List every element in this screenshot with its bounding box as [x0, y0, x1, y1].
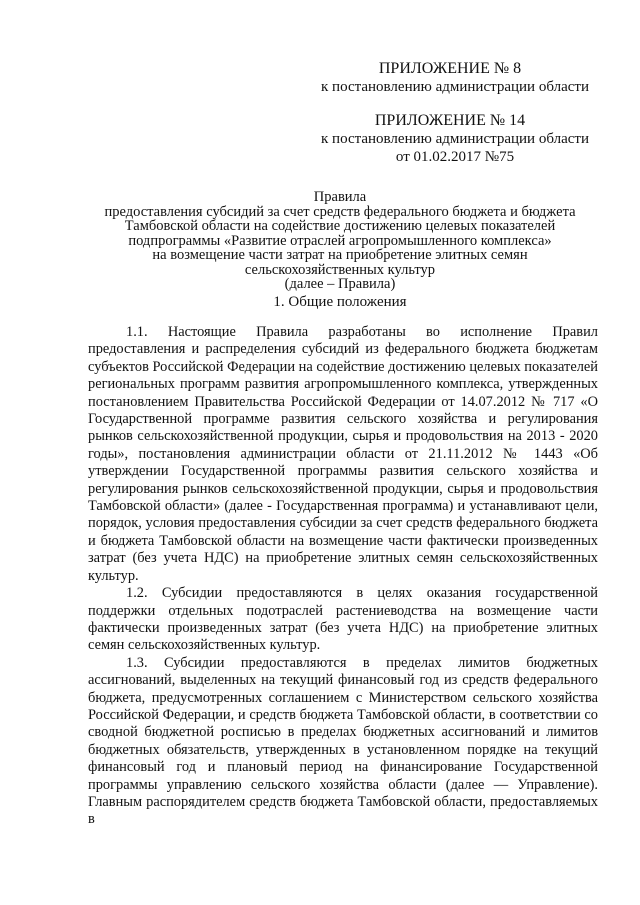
title-line-7: (далее – Правила)	[284, 276, 396, 292]
title-line-4: подпрограммы «Развитие отраслей агропромышленного комплекса»	[128, 232, 552, 249]
title-line-1: Правила	[313, 189, 367, 205]
document-title	[70, 190, 610, 292]
paragraph-1-2: 1.2. Субсидии предоставляются в целях оказания государственной поддержки отдельных подотраслей растениеводства на возмещение части фактически произведенных затрат (без учета НДС) на приобретение элитных семян сельскохозяйственных культур.	[88, 585, 598, 654]
appendix-14-heading: ПРИЛОЖЕНИЕ № 14	[374, 112, 526, 129]
title-line-6: сельскохозяйственных культур	[244, 261, 436, 278]
appendix-14-subline: к постановлению администрации области	[321, 131, 589, 147]
appendix-8-block	[300, 60, 610, 96]
paragraph-1-1: 1.1. Настоящие Правила разработаны во исполнение Правил предоставления и распределения субсидий из федерального бюджета бюджетам субъектов Российской Федерации на содействие достижению целевых показателей региональных программ развития агропромышленного комплекса, утвержденных постановлением Правительства Российской Федерации от 14.07.2012 № 717 «О Государственной программе развития сельского хозяйства и регулирования рынков сельскохозяйственной продукции, сырья и продовольствия на 2013 - 2020 годы», постановления администрации области от 21.11.2012 № 1443 «Об утверждении Государственной программы развития сельского хозяйства и регулирования рынков сельскохозяйственной продукции, сырья и продовольствия Тамбовской области» (далее - Государственная программа) и устанавливают цели, порядок, условия предоставления субсидии за счет средств федерального бюджета и бюджета Тамбовской области на возмещение части фактически произведенных затрат (без учета НДС) на приобретение элитных семян сельскохозяйственных культур.	[88, 324, 598, 584]
paragraph-1-3: 1.3. Субсидии предоставляются в пределах лимитов бюджетных ассигнований, выделенных на текущий финансовый год из средств федерального бюджета, предусмотренных соглашением с Министерством сельского хозяйства Российской Федерации, и средств бюджета Тамбовской области, в соответствии со сводной бюджетной росписью в пределах бюджетных ассигнований и лимитов бюджетных обязательств, утвержденных в установленном порядке на текущий финансовый год и плановый период на финансирование Государственной программы управлению сельского хозяйства области (далее — Управление). Главным распорядителем средств бюджета Тамбовской области, предоставляемых в	[88, 654, 598, 828]
section-body	[88, 324, 598, 829]
title-line-2: предоставления субсидий за счет средств федерального бюджета и бюджета	[104, 203, 576, 220]
title-line-5: на возмещение части затрат на приобретение элитных семян	[152, 247, 528, 263]
section-heading: 1. Общие положения	[273, 294, 407, 310]
appendix-8-subline: к постановлению администрации области	[321, 79, 589, 95]
title-line-3: Тамбовской области на содействие достижению целевых показателей	[124, 218, 556, 234]
appendix-14-block	[300, 112, 610, 166]
appendix-8-heading: ПРИЛОЖЕНИЕ № 8	[378, 60, 522, 77]
appendix-14-date: от 01.02.2017 №75	[395, 149, 515, 165]
